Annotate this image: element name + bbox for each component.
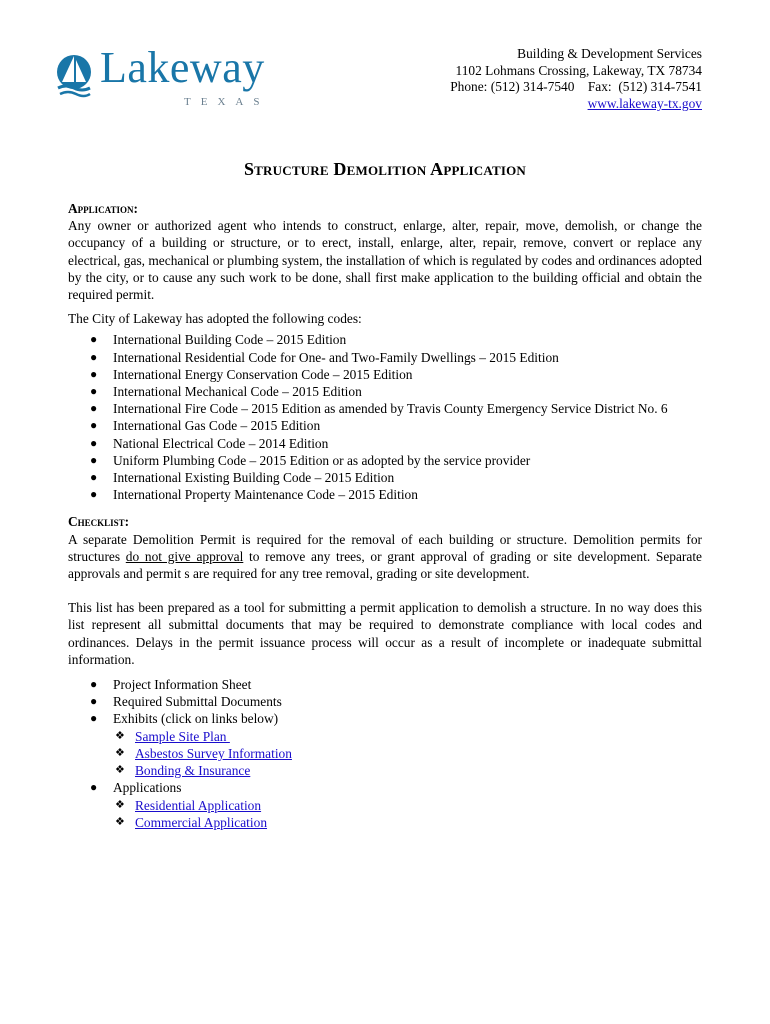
website-link[interactable]: www.lakeway-tx.gov (587, 95, 702, 111)
list-item: ● Exhibits (click on links below) ❖ Sample Site Plan ❖ Asbestos Survey Information ❖ Bonding & Insurance (68, 710, 702, 779)
application-links (113, 797, 702, 831)
list-item: ● International Building Code – 2015 Edition (90, 332, 347, 348)
main-content (68, 200, 702, 831)
checklist-paragraph-1: A separate Demolition Permit is required for the removal of each building or structure. Demolition permits for structures do not give approval to remove any trees, or grant approval of grading or site development. Separate approvals and permit s are required for any tree removal, grading or site development. (68, 531, 702, 582)
application-paragraph: Any owner or authorized agent who intends to construct, enlarge, alter, repair, move, demolish, or change the occupancy of a building or structure, or to erect, install, enlarge, alter, repair, remove, convert or replace any electrical, gas, mechanical or plumbing system, the installation of which is regulated by codes and ordinances adopted by the city, or to cause any such work to be done, shall first make application to the building official and obtain the required permit. (68, 218, 702, 303)
logo-subtitle: TEXAS (184, 96, 270, 108)
list-item: ● Applications ❖ Residential Application ❖ Commercial Application (68, 779, 702, 831)
page-title: Structure Demolition Application (243, 159, 527, 179)
bonding-insurance-link[interactable]: Bonding & Insurance (135, 763, 251, 779)
list-item: ● International Gas Code – 2015 Edition (90, 418, 321, 434)
list-item: ● International Mechanical Code – 2015 Edition (90, 384, 362, 400)
diamond-bullet-icon: ❖ (115, 764, 125, 777)
codes-list (68, 331, 702, 503)
list-item: ● International Energy Conservation Code – 2015 Edition (90, 366, 413, 382)
checklist-items (68, 676, 702, 831)
lakeway-logo (56, 43, 296, 114)
commercial-application-link[interactable]: Commercial Application (135, 814, 268, 830)
list-item: ● National Electrical Code – 2014 Edition (90, 435, 329, 451)
list-item: ● International Property Maintenance Code – 2015 Edition (90, 487, 418, 503)
sample-site-plan-link[interactable]: Sample Site Plan (135, 728, 230, 744)
logo-wordmark: Lakeway (100, 43, 265, 92)
checklist-paragraph-2: This list has been prepared as a tool for submitting a permit application to demolish a structure. In no way does this list represent all submittal documents that may be required to demonstrate compliance with local codes and ordinances. Delays in the permit issuance process will occur as a result of incomplete or inadequate submittal information. (68, 600, 702, 667)
checklist-heading: Checklist: (68, 514, 130, 530)
list-item: ● International Residential Code for One- and Two-Family Dwellings – 2015 Edition (90, 349, 559, 365)
phone-fax: Phone: (512) 314-7540 Fax: (512) 314-7541 (450, 79, 702, 95)
header-address-block (450, 46, 702, 112)
list-item: ● Project Information Sheet (90, 677, 252, 693)
list-item: ● Required Submittal Documents (90, 694, 282, 710)
list-item: ● International Fire Code – 2015 Edition as amended by Travis County Emergency Service District No. 6 (90, 401, 668, 417)
codes-intro: The City of Lakeway has adopted the following codes: (68, 311, 362, 327)
diamond-bullet-icon: ❖ (115, 729, 125, 742)
street-address: 1102 Lohmans Crossing, Lakeway, TX 78734 (455, 62, 702, 78)
application-heading: Application: (68, 201, 138, 216)
list-item: ● Uniform Plumbing Code – 2015 Edition or as adopted by the service provider (90, 452, 531, 468)
department-name: Building & Development Services (517, 46, 702, 61)
diamond-bullet-icon: ❖ (115, 746, 125, 759)
exhibit-links (113, 728, 702, 780)
diamond-bullet-icon: ❖ (115, 798, 125, 811)
asbestos-survey-link[interactable]: Asbestos Survey Information (135, 745, 292, 761)
residential-application-link[interactable]: Residential Application (135, 797, 262, 813)
sailboat-icon (56, 50, 96, 100)
diamond-bullet-icon: ❖ (115, 815, 125, 828)
list-item: ● International Existing Building Code – 2015 Edition (90, 470, 395, 486)
